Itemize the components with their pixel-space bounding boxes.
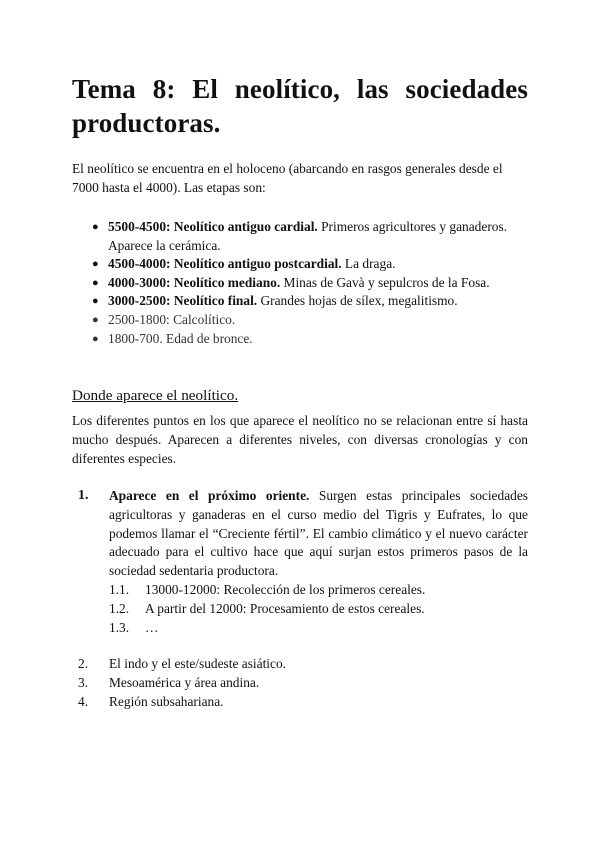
list-item	[72, 693, 528, 712]
stage-label: 3000-2500: Neolítico final.	[108, 293, 258, 309]
stage-label: 4000-3000: Neolítico mediano.	[108, 274, 281, 290]
bullet-icon: ●	[92, 221, 99, 233]
list-number: 1.3.	[109, 619, 130, 635]
page-title-line-2: productoras.	[72, 108, 221, 138]
list-item	[109, 600, 528, 619]
stage-text: Grandes hojas de sílex, megalitismo.	[257, 293, 458, 309]
section-paragraph: Los diferentes puntos en los que aparece el neolítico no se relacionan entre sí hasta mucho después. Aparecen a diferentes niveles, con diversas cronologías y con diferentes especies.	[72, 413, 528, 466]
region-text: El indo y el este/sudeste asiático.	[109, 656, 287, 672]
list-item	[109, 619, 528, 638]
stages-list	[92, 218, 528, 348]
list-number: 3.	[78, 675, 89, 691]
stage-text: La draga.	[341, 256, 396, 272]
stage-text: 2500-1800: Calcolítico.	[108, 311, 236, 327]
list-number: 1.2.	[109, 600, 130, 616]
bullet-icon: ●	[92, 276, 99, 289]
section-heading: Donde aparece el neolítico.	[72, 387, 239, 404]
bullet-icon: ●	[92, 258, 99, 271]
page-title-line-1: Tema 8: El neolítico, las sociedades	[72, 74, 528, 104]
list-number: 1.1.	[109, 581, 130, 597]
intro-paragraph: El neolítico se encuentra en el holoceno (abarcando en rasgos generales desde el 7000 hasta el 4000). Las etapas son:	[72, 161, 503, 195]
list-item	[72, 655, 528, 674]
sub-item-text: A partir del 12000: Procesamiento de estos cereales.	[145, 600, 425, 616]
region-text: Región subsahariana.	[109, 693, 224, 709]
list-item	[72, 674, 528, 693]
stage-label: 5500-4500: Neolítico antiguo cardial.	[108, 219, 318, 234]
regions-list	[72, 487, 528, 712]
list-number: 2.	[78, 656, 89, 672]
list-number: 1.	[78, 488, 89, 503]
list-number: 4.	[78, 693, 89, 709]
stage-text: 1800-700. Edad de bronce.	[108, 330, 253, 346]
bullet-icon: ●	[92, 295, 99, 308]
list-item	[92, 255, 528, 274]
stage-text: Minas de Gavà y sepulcros de la Fosa.	[280, 274, 490, 290]
list-item	[92, 311, 528, 330]
list-item	[92, 218, 528, 255]
region-label: Aparece en el próximo oriente.	[109, 488, 310, 503]
page-title	[72, 72, 528, 140]
sub-list	[109, 581, 528, 637]
list-item	[92, 292, 528, 311]
bullet-icon: ●	[92, 332, 99, 345]
region-text: Mesoamérica y área andina.	[109, 675, 260, 691]
stage-text: Primeros agricultores y ganaderos. Aparece la cerámica.	[108, 219, 508, 253]
sub-item-text: …	[145, 619, 159, 635]
list-item	[109, 581, 528, 600]
region-text: Surgen estas principales sociedades agricultoras y ganaderas en el curso medio del Tigris y Eufrates, lo que podemos llamar el “Creciente fértil”. El cambio climático y el nuevo carácter adecuado para el cultivo hace que aquí surjan estos primeros pasos de la sociedad sedentaria productora.	[109, 488, 528, 579]
spacer	[109, 637, 528, 655]
stage-label: 4500-4000: Neolítico antiguo postcardial.	[108, 256, 342, 272]
list-item	[72, 487, 528, 655]
bullet-icon: ●	[92, 313, 99, 326]
region-description	[109, 487, 528, 581]
list-item	[92, 330, 528, 349]
list-item	[92, 274, 528, 293]
sub-item-text: 13000-12000: Recolección de los primeros cereales.	[145, 581, 426, 597]
